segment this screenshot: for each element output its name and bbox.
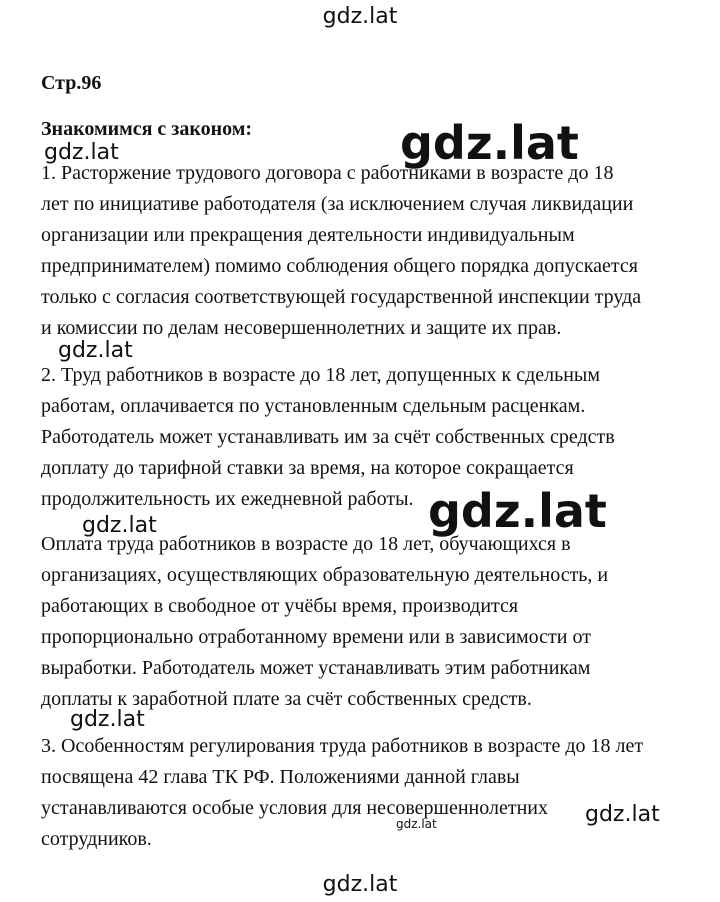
text-line: продолжительность их ежедневной работы.	[41, 488, 414, 510]
text-line: пропорционально отработанному времени или в зависимости от	[41, 626, 591, 648]
watermark-left-2: gdz.lat	[58, 338, 133, 363]
text-line: организациях, осуществляющих образовательную деятельность, и	[41, 564, 609, 586]
section-heading: Знакомимся с законом:	[41, 118, 253, 140]
watermark-top: gdz.lat	[322, 4, 398, 29]
watermark-left-4: gdz.lat	[70, 707, 145, 732]
text-line: и комиссии по делам несовершеннолетних и защите их прав.	[41, 317, 562, 339]
paragraph-4	[41, 731, 643, 855]
text-line: устанавливаются особые условия для несовершеннолетних	[41, 797, 548, 819]
text-line: работающих в свободное от учёбы время, производится	[41, 595, 519, 617]
watermark-right: gdz.lat	[585, 802, 660, 827]
text-line: только с согласия соответствующей государственной инспекции труда	[41, 286, 642, 308]
text-line: работам, оплачивается по установленным сдельным расценкам.	[41, 395, 586, 417]
text-line: выработки. Работодатель может устанавливать этим работникам	[41, 657, 591, 679]
text-line: 1. Расторжение трудового договора с работниками в возрасте до 18	[41, 162, 614, 184]
text-line: доплаты к заработной плате за счёт собственных средств.	[41, 688, 532, 710]
text-line: Работодатель может устанавливать им за счёт собственных средств	[41, 426, 615, 448]
text-line: доплату до тарифной ставки за время, на которое сокращается	[41, 457, 574, 479]
page-number: Стр.96	[41, 72, 102, 94]
paragraph-1	[41, 158, 641, 344]
paragraph-3	[41, 529, 608, 715]
text-line: Оплата труда работников в возрасте до 18 лет, обучающихся в	[41, 533, 571, 555]
text-line: посвящена 42 глава ТК РФ. Положениями данной главы	[41, 766, 520, 788]
text-line: организации или прекращения деятельности индивидуальным	[41, 224, 575, 246]
watermark-large-1: gdz.lat	[400, 116, 579, 170]
text-line: предпринимателем) помимо соблюдения общего порядка допускается	[41, 255, 638, 277]
watermark-bottom: gdz.lat	[322, 872, 398, 897]
text-line: 2. Труд работников в возрасте до 18 лет, допущенных к сдельным	[41, 364, 601, 386]
watermark-left-3: gdz.lat	[82, 513, 157, 538]
watermark-large-2: gdz.lat	[428, 484, 607, 538]
watermark-small: gdz.lat	[396, 817, 437, 831]
text-line: сотрудников.	[41, 828, 152, 850]
text-line: лет по инициативе работодателя (за исключением случая ликвидации	[41, 193, 634, 215]
watermark-left-1: gdz.lat	[44, 140, 119, 165]
text-line: 3. Особенностям регулирования труда работников в возрасте до 18 лет	[41, 735, 644, 757]
